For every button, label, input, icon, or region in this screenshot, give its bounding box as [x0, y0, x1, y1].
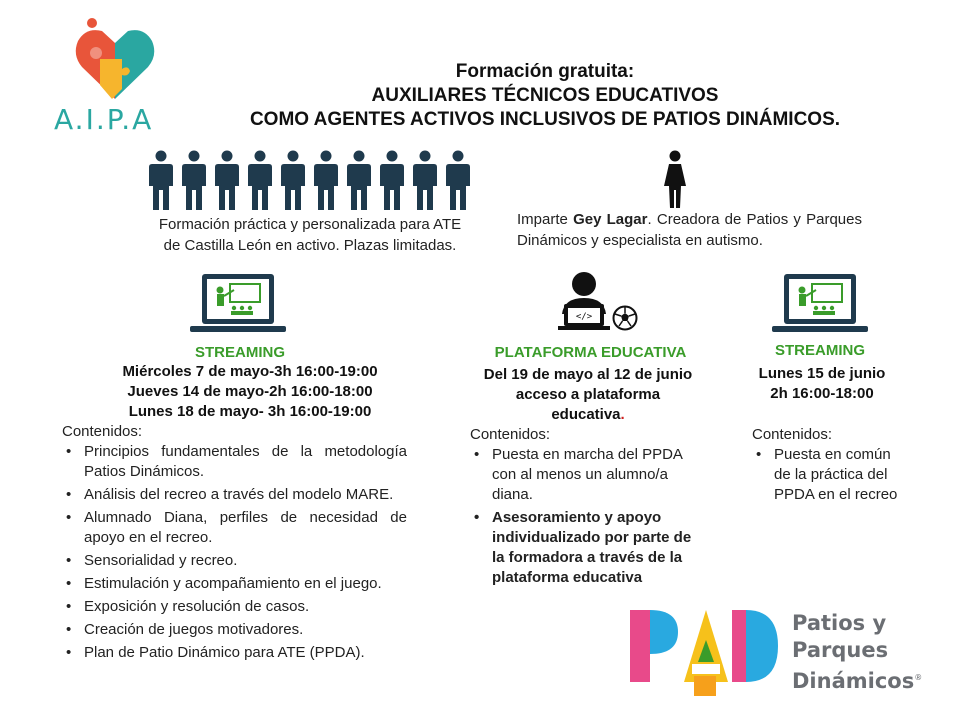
contents-label: Contenidos: — [470, 426, 551, 443]
person-icon — [279, 150, 307, 210]
col1-contents — [62, 422, 407, 666]
person-icon — [345, 150, 373, 210]
list-item: • Alumnado Diana, perfiles de necesidad de apoyo en el recreo. — [84, 508, 407, 548]
col1-dates: Miércoles 7 de mayo-3h 16:00-19:00 Jueves 14 de mayo-2h 16:00-18:00 Lunes 18 de mayo- 3h 16:00-19:00 — [122, 363, 378, 420]
laptop-teacher-icon — [188, 272, 288, 336]
person-icon — [213, 150, 241, 210]
contents-label: Contenidos: — [62, 423, 143, 440]
aipa-logo-text: A.I.P.A — [54, 103, 154, 136]
pad-logo-mark — [628, 606, 780, 698]
woman-icon — [662, 150, 688, 208]
student-at-computer-icon — [556, 270, 612, 332]
participants-icon-row — [147, 150, 472, 210]
list-item: • Exposición y resolución de casos. — [84, 597, 407, 617]
pad-logo-text: Patios y Parques Dinámicos® — [792, 611, 923, 693]
title-line-2: AUXILIARES TÉCNICOS EDUCATIVOS — [371, 85, 719, 106]
col2-heading: PLATAFORMA EDUCATIVA — [494, 344, 687, 361]
list-item: • Plan de Patio Dinámico para ATE (PPDA). — [84, 643, 407, 663]
aipa-heart-puzzle-logo — [70, 15, 160, 105]
col2-contents — [470, 425, 695, 591]
col1-heading: STREAMING — [195, 344, 285, 361]
col3-dates: Lunes 15 de junio 2h 16:00-18:00 — [758, 365, 886, 402]
title-line-1: Formación gratuita: — [455, 61, 635, 82]
person-icon — [246, 150, 274, 210]
list-item: • Principios fundamentales de la metodología Patios Dinámicos. — [84, 442, 407, 482]
list-item: • Análisis del recreo a través del modelo MARE. — [84, 485, 407, 505]
col3-contents — [752, 425, 902, 508]
trainer-name: Gey Lagar — [573, 211, 648, 228]
col3-heading: STREAMING — [775, 342, 865, 359]
title-line-3: COMO AGENTES ACTIVOS INCLUSIVOS DE PATIOS DINÁMICOS. — [249, 109, 841, 130]
person-icon — [147, 150, 175, 210]
person-icon — [180, 150, 208, 210]
trainer-description: Imparte Gey Lagar. Creadora de Patios y Parques Dinámicos y especialista en autismo. — [517, 211, 862, 249]
page-title — [200, 60, 890, 132]
list-item: • Creación de juegos motivadores. — [84, 620, 407, 640]
person-icon — [411, 150, 439, 210]
list-item: • Sensorialidad y recreo. — [84, 551, 407, 571]
person-icon — [378, 150, 406, 210]
list-item: • Estimulación y acompañamiento en el juego. — [84, 574, 407, 594]
person-icon — [312, 150, 340, 210]
contents-label: Contenidos: — [752, 426, 833, 443]
list-item: • Puesta en marcha del PPDA con al menos un alumno/a diana. — [492, 445, 695, 505]
audience-description: Formación práctica y personalizada para ATE de Castilla León en activo. Plazas limitadas. — [158, 216, 462, 254]
person-icon — [444, 150, 472, 210]
list-item: • Asesoramiento y apoyo individualizado por parte de la formadora a través de la plataforma educativa — [492, 508, 695, 588]
soccer-ball-icon — [612, 305, 638, 331]
list-item: • Puesta en común de la práctica del PPDA en el recreo — [774, 445, 902, 505]
col2-dates: Del 19 de mayo al 12 de junio acceso a plataforma educativa. — [483, 366, 693, 423]
svg-text:</>: </> — [575, 312, 593, 322]
laptop-teacher-icon — [770, 272, 870, 336]
